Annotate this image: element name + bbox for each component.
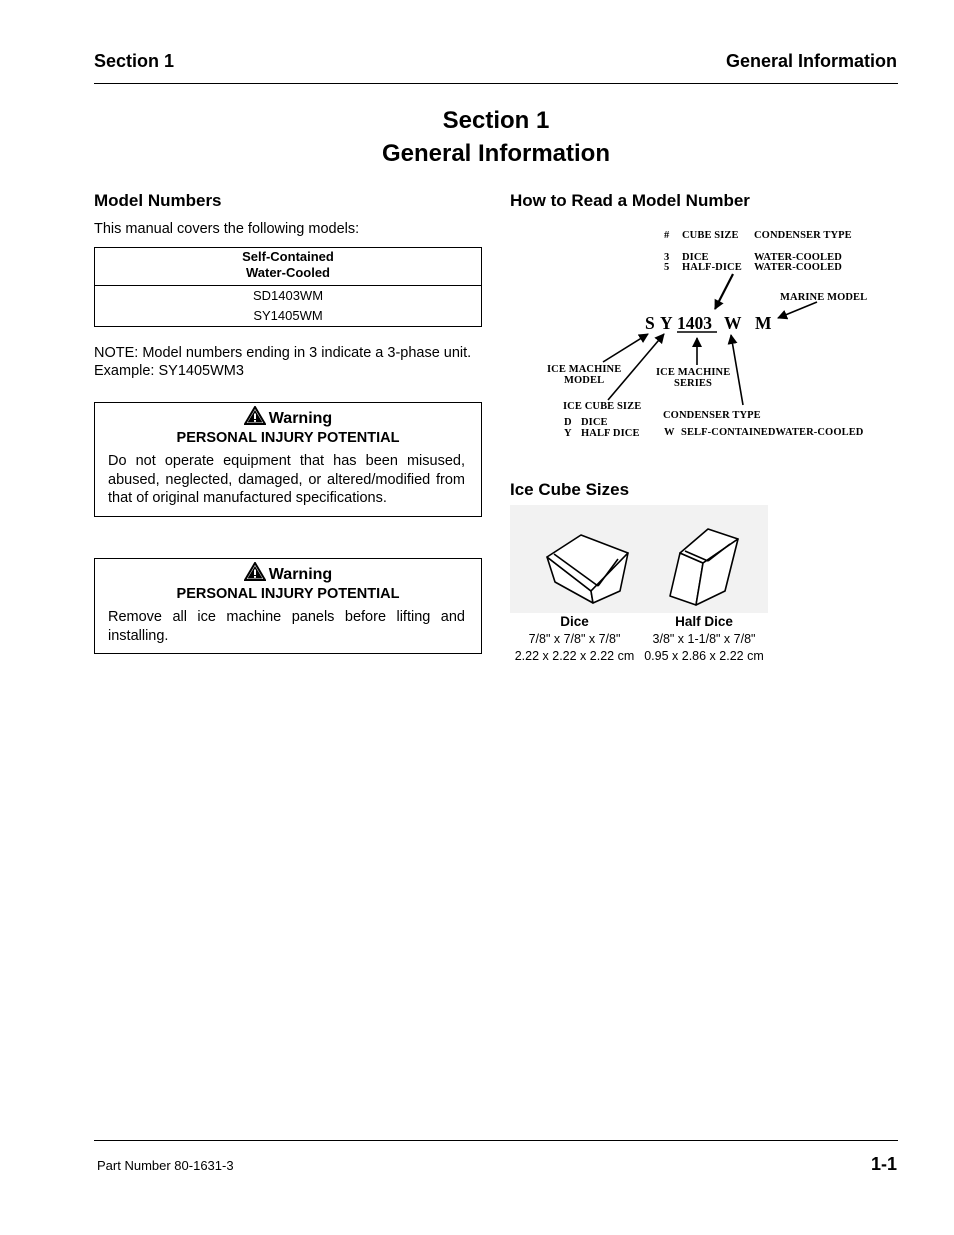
models-table-header bbox=[95, 248, 482, 286]
dice-inches: 7/8" x 7/8" x 7/8" bbox=[528, 632, 621, 646]
models-table-header-line2: Water-Cooled bbox=[245, 265, 331, 280]
part-number: Part Number 80-1631-3 bbox=[97, 1158, 234, 1173]
table-row: SD1403WM bbox=[252, 288, 324, 303]
diagram-row1-cube: DICE bbox=[682, 252, 709, 263]
diagram-hdr-cond: CONDENSER TYPE bbox=[754, 230, 852, 241]
warning-title bbox=[95, 562, 481, 585]
diagram-ice-machine-model-2: MODEL bbox=[564, 375, 605, 386]
warning-subtitle: PERSONAL INJURY POTENTIAL bbox=[176, 430, 400, 446]
read-model-heading: How to Read a Model Number bbox=[510, 191, 750, 210]
model-code-w: W bbox=[724, 313, 742, 333]
diagram-ice-machine-series-2: SERIES bbox=[674, 378, 712, 389]
diagram-ice-cube-size: ICE CUBE SIZE bbox=[563, 401, 642, 412]
diagram-hdr-cube: CUBE SIZE bbox=[682, 230, 739, 241]
model-note: NOTE: Model numbers ending in 3 indicate a 3-phase unit. Example: SY1405WM3 bbox=[94, 345, 472, 379]
diagram-y-code: Y bbox=[564, 428, 572, 439]
model-code-m: M bbox=[755, 313, 772, 333]
running-header-title: General Information bbox=[725, 51, 897, 71]
half-dice-cm: 0.95 x 2.86 x 2.22 cm bbox=[644, 649, 764, 663]
diagram-y-label: HALF DICE bbox=[581, 428, 640, 439]
model-code-y: Y bbox=[660, 313, 673, 333]
page-number: 1-1 bbox=[870, 1154, 897, 1174]
models-table-header-line1: Self-Contained bbox=[242, 249, 334, 264]
diagram-condenser-type: CONDENSER TYPE bbox=[663, 410, 761, 421]
header-divider bbox=[94, 83, 898, 84]
diagram-w-code: W bbox=[664, 427, 675, 438]
warning-triangle-icon bbox=[244, 562, 266, 581]
diagram-d-label: DICE bbox=[581, 417, 608, 428]
model-code-number: 1403 bbox=[677, 313, 712, 333]
arrow-to-number bbox=[715, 274, 733, 309]
half-dice-inches: 3/8" x 1-1/8" x 7/8" bbox=[652, 632, 756, 646]
warning-body: Remove all ice machine panels before lifting and installing. bbox=[108, 609, 465, 644]
arrow-to-marine bbox=[778, 302, 817, 318]
arrow-to-condenser bbox=[731, 335, 743, 405]
half-dice-caption bbox=[640, 614, 768, 663]
model-numbers-intro: This manual covers the following models: bbox=[94, 221, 360, 237]
models-table-body bbox=[95, 286, 482, 327]
warning-box-misuse bbox=[94, 402, 482, 517]
page-title-line1: Section 1 bbox=[442, 107, 550, 134]
dice-caption bbox=[512, 614, 637, 663]
warning-title-text: Warning bbox=[268, 566, 333, 583]
model-numbers-heading: Model Numbers bbox=[94, 191, 222, 210]
diagram-hdr-num: # bbox=[664, 230, 670, 241]
arrow-to-model bbox=[603, 334, 648, 362]
half-dice-name: Half Dice bbox=[675, 614, 733, 629]
warning-triangle-icon bbox=[244, 406, 266, 425]
diagram-row2-cube: HALF-DICE bbox=[682, 262, 742, 273]
model-code-s: S bbox=[645, 313, 655, 333]
diagram-marine-label: MARINE MODEL bbox=[780, 292, 868, 303]
warning-box-panels bbox=[94, 558, 482, 654]
diagram-row1-num: 3 bbox=[664, 252, 670, 263]
warning-title-text: Warning bbox=[268, 410, 333, 427]
dice-name: Dice bbox=[560, 614, 589, 629]
diagram-ice-machine-series-1: ICE MACHINE bbox=[656, 367, 731, 378]
page-title bbox=[94, 104, 898, 170]
page-title-line2: General Information bbox=[381, 140, 611, 167]
dice-cm: 2.22 x 2.22 x 2.22 cm bbox=[514, 649, 635, 663]
diagram-row2-num: 5 bbox=[664, 262, 670, 273]
diagram-d-code: D bbox=[564, 417, 572, 428]
warning-title bbox=[95, 406, 481, 429]
running-header-section: Section 1 bbox=[94, 51, 175, 71]
cube-sizes-heading: Ice Cube Sizes bbox=[510, 480, 630, 499]
cube-illustrations bbox=[510, 505, 770, 613]
warning-subtitle: PERSONAL INJURY POTENTIAL bbox=[176, 586, 400, 602]
table-row: SY1405WM bbox=[253, 308, 323, 323]
model-number-diagram bbox=[540, 222, 880, 444]
diagram-w-label: SELF-CONTAINEDWATER-COOLED bbox=[681, 427, 864, 438]
footer-divider bbox=[94, 1140, 898, 1141]
diagram-row2-cond: WATER-COOLED bbox=[754, 262, 842, 273]
warning-body: Do not operate equipment that has been misused, abused, neglected, damaged, or altered/modified from that of original manufactured specifications. bbox=[108, 453, 465, 506]
models-table bbox=[94, 247, 482, 327]
diagram-row1-cond: WATER-COOLED bbox=[754, 252, 842, 263]
diagram-ice-machine-model-1: ICE MACHINE bbox=[547, 364, 622, 375]
